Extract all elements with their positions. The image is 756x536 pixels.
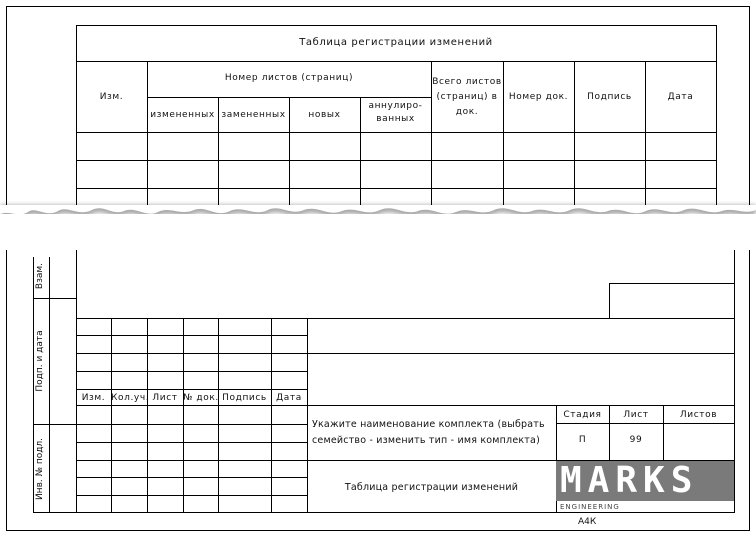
sub-header-annul-line2: ванных	[376, 114, 415, 124]
sub-header-annul-line1: аннулиро-	[368, 101, 423, 111]
complex-name-line2: семейство - изменить тип - имя комплекта)	[312, 435, 540, 446]
sheets-label: Листов	[679, 410, 718, 420]
col-header-nomer-dok: Номер док.	[508, 92, 569, 102]
col-header-izm: Изм.	[99, 92, 124, 102]
stamp-header-list: Лист	[152, 393, 178, 403]
sheet-value: 99	[629, 435, 643, 445]
logo-subtitle: ENGINEERING	[560, 503, 620, 511]
stage-value: П	[578, 435, 587, 445]
stamp-header-nom-dok: № док.	[183, 393, 219, 403]
side-label-vzam: Взам.	[35, 262, 45, 290]
side-label-podp-data: Подп. и дата	[35, 330, 45, 392]
col-header-nomer-listov: Номер листов (страниц)	[224, 73, 354, 83]
col-header-vsego-line3: док.	[455, 107, 479, 117]
stamp-header-kol-uch: Кол.уч.	[111, 393, 150, 403]
col-header-vsego-line2: (страниц) в	[436, 92, 498, 102]
sub-header-izmenennyh: измененных	[150, 110, 215, 120]
stage-label: Стадия	[563, 410, 602, 420]
sub-header-zamenennyh: замененных	[221, 110, 286, 120]
stamp-header-data: Дата	[276, 393, 302, 403]
col-header-vsego-line1: Всего листов	[432, 77, 502, 87]
change-table-title: Таблица регистрации изменений	[299, 37, 493, 48]
logo-text: MARKS	[560, 460, 699, 501]
col-header-data: Дата	[667, 92, 694, 102]
col-header-podpis: Подпись	[587, 92, 632, 102]
stamp-header-podpis: Подпись	[222, 393, 267, 403]
sub-header-novyh: новых	[308, 110, 341, 120]
company-logo	[556, 461, 734, 501]
stamp-header-izm: Изм.	[81, 393, 106, 403]
complex-name-line1: Укажите наименование комплекта (выбрать	[312, 419, 545, 430]
sheet-format: А4К	[578, 517, 597, 527]
sheet-label: Лист	[623, 410, 649, 420]
side-label-inv-podl: Инв. № подл.	[35, 437, 45, 501]
document-title: Таблица регистрации изменений	[344, 482, 519, 493]
